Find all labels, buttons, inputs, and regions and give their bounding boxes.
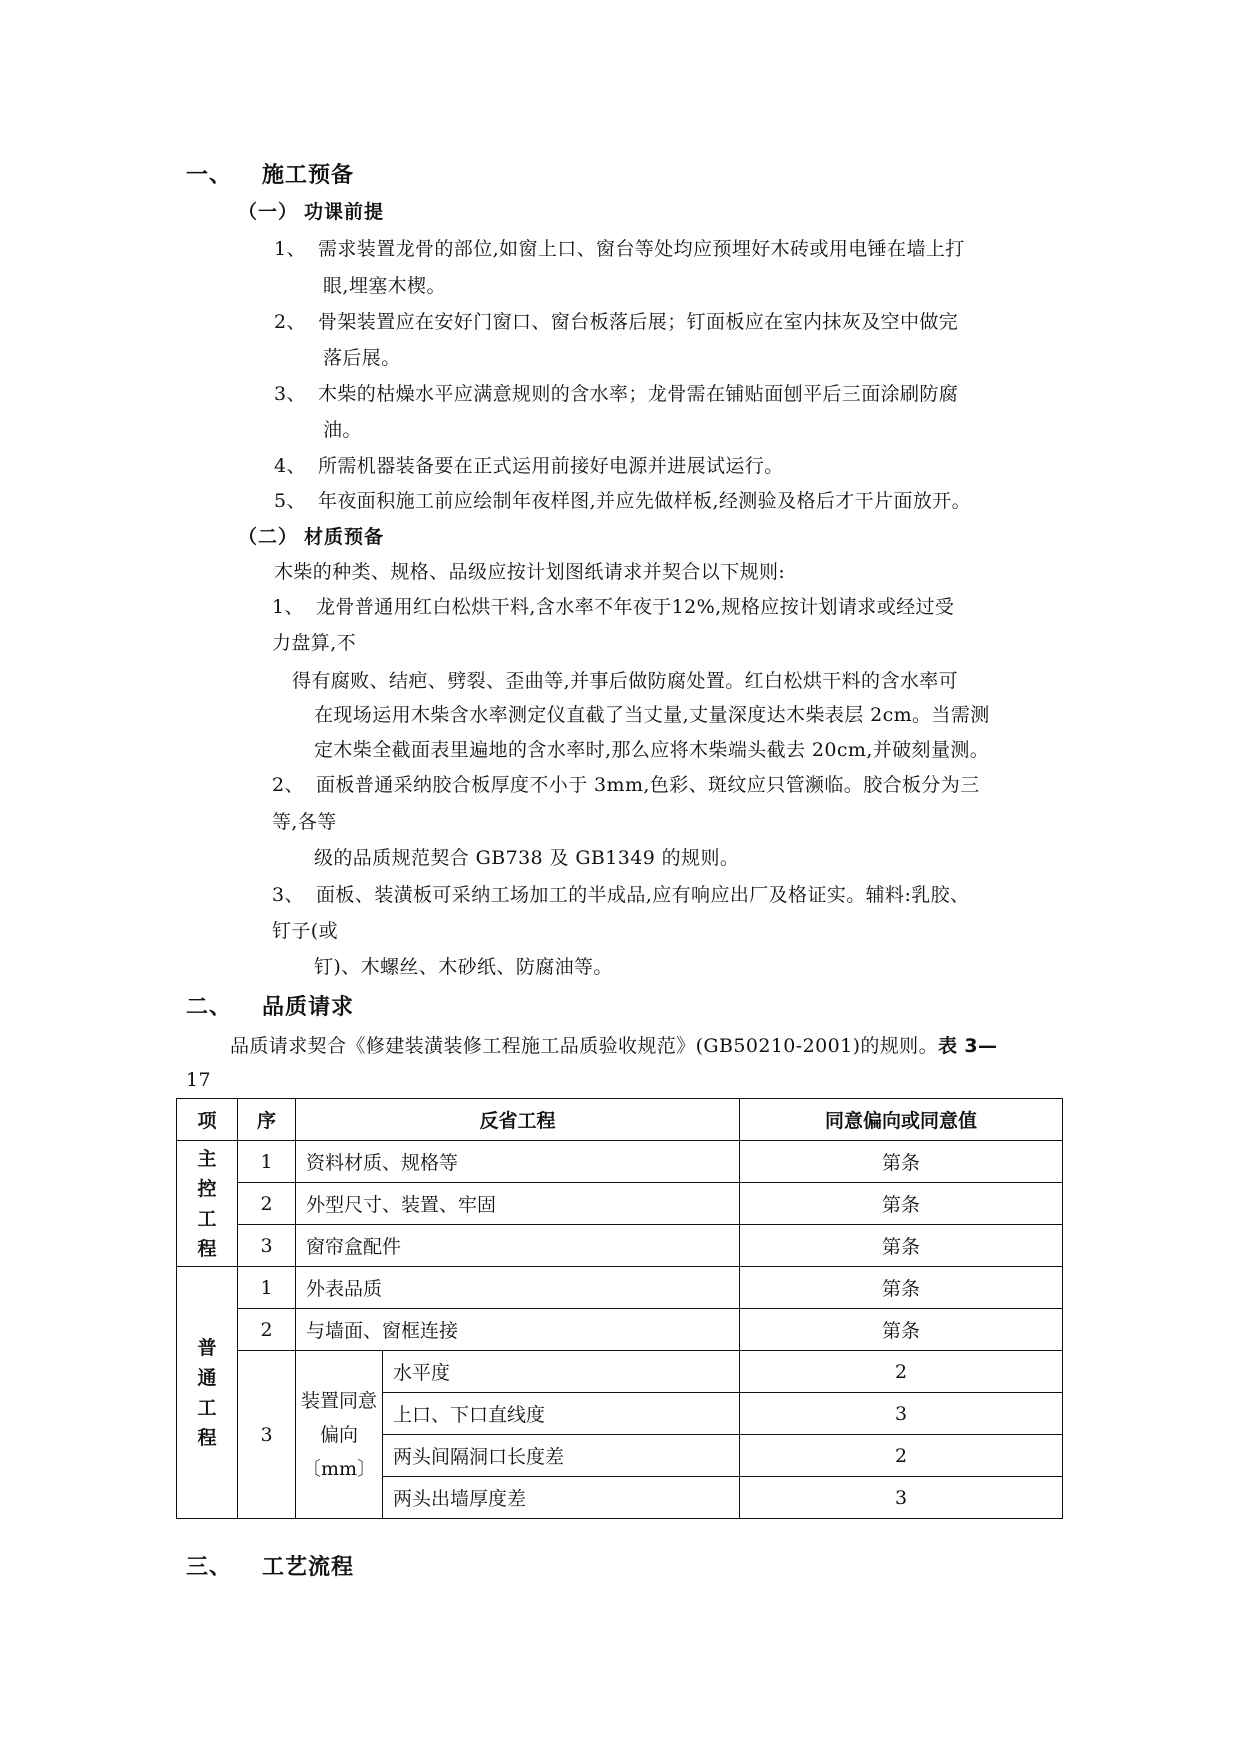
item-text-continued: 钉子(或 xyxy=(272,920,339,942)
section-3-heading xyxy=(186,1556,354,1580)
item-cell: 外表品质 xyxy=(296,1267,740,1309)
item-text-continued: 眼,埋塞木楔。 xyxy=(323,275,446,297)
value-cell: 第条 xyxy=(740,1309,1063,1351)
item-text-continued: 落后展。 xyxy=(323,347,401,369)
item-text: 龙骨普通用红白松烘干料,含水率不年夜于12%,规格应按计划请求或经过受 xyxy=(316,596,955,618)
header-allowed-deviation: 同意偏向或同意值 xyxy=(740,1099,1063,1141)
deviation-label-cell xyxy=(296,1351,383,1519)
item-number: 1、 xyxy=(272,596,304,618)
value-cell: 第条 xyxy=(740,1225,1063,1267)
seq-cell: 3 xyxy=(238,1225,296,1267)
item-cell: 资料材质、规格等 xyxy=(296,1141,740,1183)
item-text-continued: 力盘算,不 xyxy=(272,632,357,654)
list-item xyxy=(274,454,784,478)
item-text: 所需机器装备要在正式运用前接好电源并进展试运行。 xyxy=(318,455,784,477)
group-cell-main xyxy=(177,1141,238,1267)
list-item xyxy=(274,310,958,334)
header-sequence: 序 xyxy=(238,1099,296,1141)
section-title: 工艺流程 xyxy=(262,1555,355,1580)
table-row xyxy=(177,1351,1063,1393)
header-inspection-item: 反省工程 xyxy=(296,1099,740,1141)
header-category: 项 xyxy=(177,1099,238,1141)
item-number: 3、 xyxy=(274,383,306,405)
value-cell: 3 xyxy=(740,1477,1063,1519)
section-title: 品质请求 xyxy=(262,995,355,1020)
item-number: 2、 xyxy=(274,311,306,333)
item-text-continued: 得有腐败、结疤、劈裂、歪曲等,并事后做防腐处置。红白松烘干料的含水率可 xyxy=(292,670,959,692)
item-cell: 两头出墙厚度差 xyxy=(383,1477,740,1519)
seq-cell: 3 xyxy=(238,1351,296,1519)
list-item xyxy=(274,237,965,261)
table-row xyxy=(177,1141,1063,1183)
item-number: 5、 xyxy=(274,490,306,512)
list-item xyxy=(274,382,958,406)
section-number: 一、 xyxy=(186,163,233,188)
group-label-general: 普通工程 xyxy=(197,1336,217,1449)
item-text-continued: 钉)、木螺丝、木砂纸、防腐油等。 xyxy=(314,956,613,978)
table-row xyxy=(177,1225,1063,1267)
section-title: 施工预备 xyxy=(262,163,355,188)
subsection-number: （一） xyxy=(238,201,299,223)
item-text: 木柴的枯燥水平应满意规则的含水率；龙骨需在铺贴面刨平后三面涂刷防腐 xyxy=(318,383,959,405)
list-item xyxy=(272,883,969,907)
materials-intro: 木柴的种类、规格、品级应按计划图纸请求并契合以下规则: xyxy=(274,561,786,583)
item-cell: 两头间隔洞口长度差 xyxy=(383,1435,740,1477)
item-cell: 窗帘盒配件 xyxy=(296,1225,740,1267)
table-row xyxy=(177,1183,1063,1225)
subsection-1-heading xyxy=(238,200,384,224)
item-number: 4、 xyxy=(274,455,306,477)
item-number: 2、 xyxy=(272,774,304,796)
value-cell: 2 xyxy=(740,1351,1063,1393)
value-cell: 3 xyxy=(740,1393,1063,1435)
value-cell: 第条 xyxy=(740,1267,1063,1309)
item-text: 骨架装置应在安好门窗口、窗台板落后展；钉面板应在室内抹灰及空中做完 xyxy=(318,311,959,333)
item-number: 3、 xyxy=(272,884,304,906)
subsection-title: 材质预备 xyxy=(304,526,385,548)
group-cell-general xyxy=(177,1267,238,1519)
item-cell: 外型尺寸、装置、牢固 xyxy=(296,1183,740,1225)
item-cell: 水平度 xyxy=(383,1351,740,1393)
value-cell: 2 xyxy=(740,1435,1063,1477)
table-reference: 表 3— xyxy=(937,1035,998,1057)
seq-cell: 1 xyxy=(238,1141,296,1183)
subsection-title: 功课前提 xyxy=(304,201,385,223)
quality-table xyxy=(176,1098,1063,1519)
section-1-heading xyxy=(186,164,354,188)
seq-cell: 1 xyxy=(238,1267,296,1309)
item-cell: 上口、下口直线度 xyxy=(383,1393,740,1435)
item-text-continued: 级的品质规范契合 GB738 及 GB1349 的规则。 xyxy=(314,847,740,869)
subsection-number: （二） xyxy=(238,526,299,548)
item-text: 年夜面积施工前应绘制年夜样图,并应先做样板,经测验及格后才干片面放开。 xyxy=(318,490,972,512)
list-item xyxy=(274,489,971,513)
item-number: 1、 xyxy=(274,238,306,260)
item-text: 面板、装潢板可采纳工场加工的半成品,应有响应出厂及格证实。辅料:乳胶、 xyxy=(316,884,970,906)
section-number: 三、 xyxy=(186,1555,233,1580)
seq-cell: 2 xyxy=(238,1309,296,1351)
list-item xyxy=(272,773,980,797)
paragraph-text: 品质请求契合《修建装潢装修工程施工品质验收规范》(GB50210-2001)的规则。 xyxy=(230,1035,938,1057)
table-reference-continued: 17 xyxy=(186,1069,211,1091)
value-cell: 第条 xyxy=(740,1183,1063,1225)
item-text-continued: 油。 xyxy=(323,419,362,441)
item-cell: 与墙面、窗框连接 xyxy=(296,1309,740,1351)
table-row xyxy=(177,1267,1063,1309)
seq-cell: 2 xyxy=(238,1183,296,1225)
subsection-2-heading xyxy=(238,525,384,549)
value-cell: 第条 xyxy=(740,1141,1063,1183)
quality-paragraph xyxy=(230,1034,997,1058)
item-text-continued: 等,各等 xyxy=(272,811,337,833)
group-label-main: 主控工程 xyxy=(197,1147,217,1260)
item-text: 面板普通采纳胶合板厚度不小于 3mm,色彩、斑纹应只管濒临。胶合板分为三 xyxy=(316,774,980,796)
table-row xyxy=(177,1309,1063,1351)
item-text: 需求装置龙骨的部位,如窗上口、窗台等处均应预埋好木砖或用电锤在墙上打 xyxy=(318,238,965,260)
section-2-heading xyxy=(186,996,354,1020)
item-text-continued: 定木柴全截面表里遍地的含水率时,那么应将木柴端头截去 20cm,并破刻量测。 xyxy=(314,739,990,761)
table-header-row xyxy=(177,1099,1063,1141)
deviation-label: 装置同意偏向〔mm〕 xyxy=(301,1389,378,1480)
section-number: 二、 xyxy=(186,995,233,1020)
item-text-continued: 在现场运用木柴含水率测定仪直截了当丈量,丈量深度达木柴表层 2cm。当需测 xyxy=(314,704,990,726)
list-item xyxy=(272,595,954,619)
